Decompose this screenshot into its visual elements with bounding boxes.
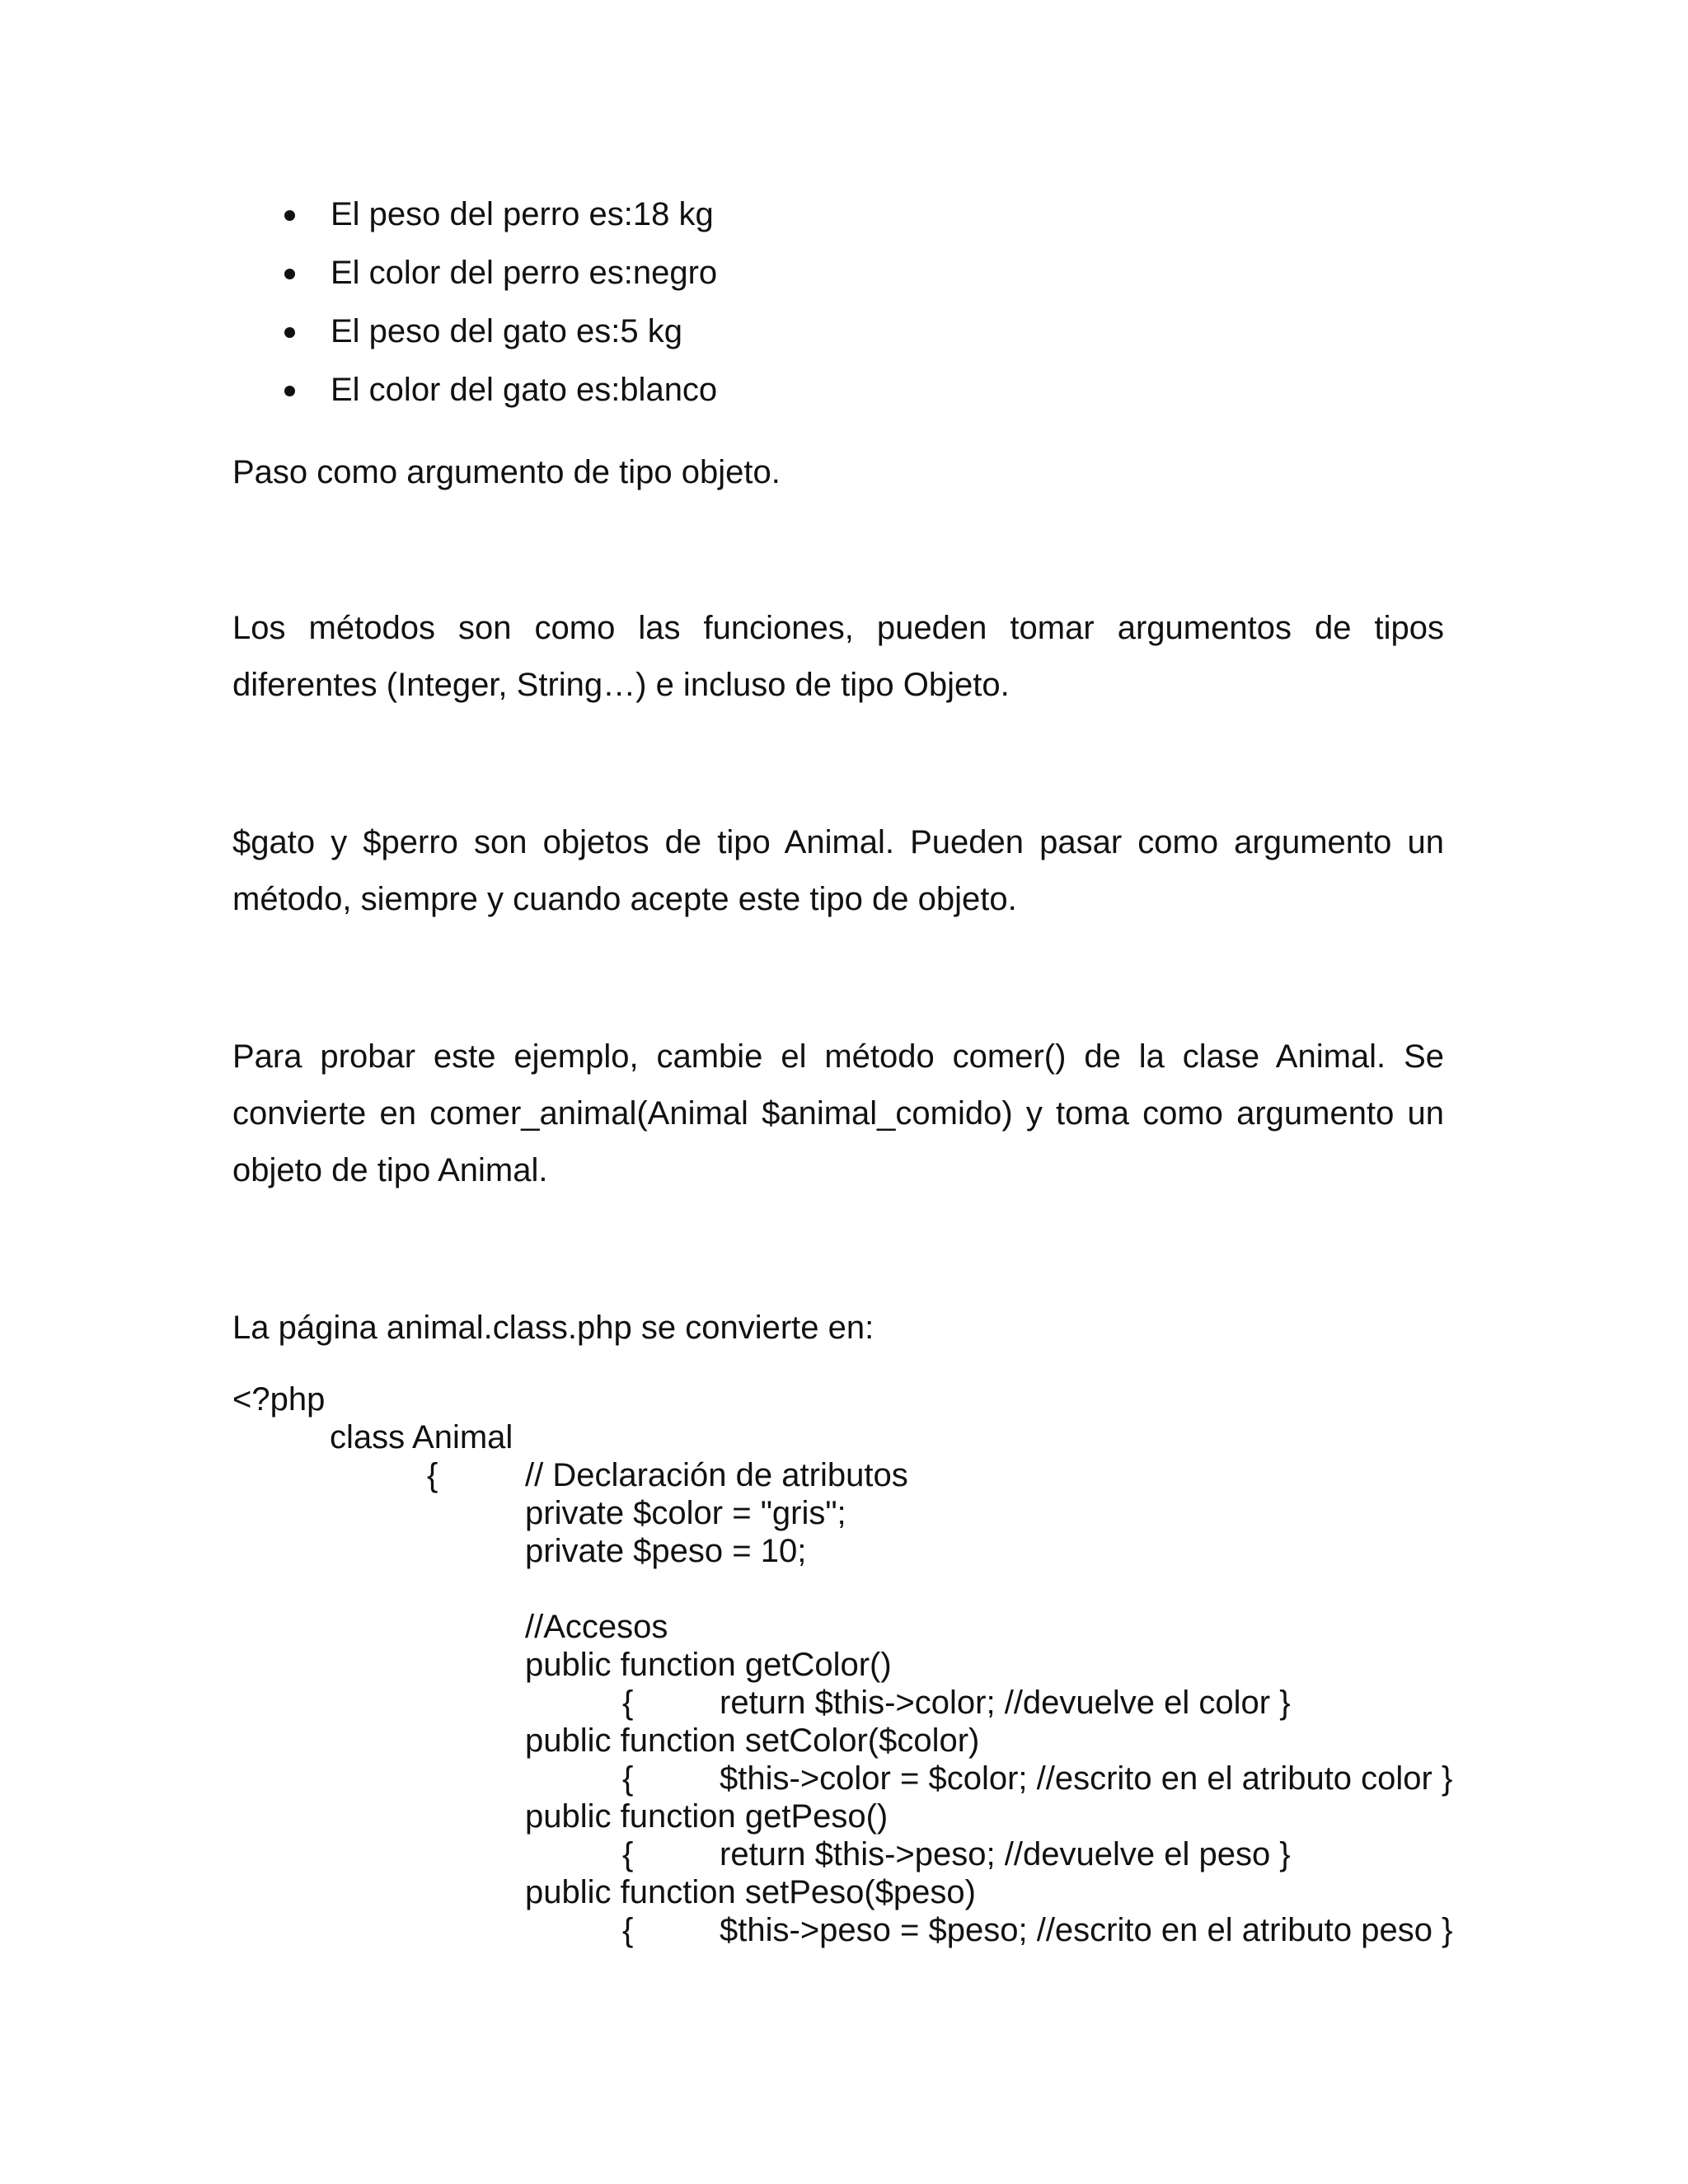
code-line: //Accesos — [525, 1609, 668, 1645]
code-line: public function getColor() — [525, 1647, 892, 1683]
list-item — [235, 244, 717, 302]
paragraph-objects: $gato y $perro son objetos de tipo Animal. Pueden pasar como argumento un método, siempre y cuando acepte este tipo de objeto. — [232, 824, 1444, 917]
bullet-list — [235, 185, 717, 419]
code-line: public function getPeso() — [525, 1798, 889, 1835]
code-line: $this->color = $color; //escrito en el atributo color } — [720, 1760, 1453, 1797]
code-line: { — [622, 1760, 634, 1797]
bullet-icon — [284, 210, 295, 221]
paragraph-heading: Paso como argumento de tipo objeto. — [232, 454, 781, 490]
code-line: // Declaración de atributos — [525, 1457, 908, 1493]
code-line: { — [622, 1836, 634, 1872]
code-line: { — [427, 1457, 438, 1493]
bullet-icon — [284, 386, 295, 396]
code-line: public function setColor($color) — [525, 1722, 980, 1759]
list-item — [235, 302, 717, 361]
paragraph-methods: Los métodos son como las funciones, pueden tomar argumentos de tipos diferentes (Integer, String…) e incluso de tipo Objeto. — [232, 610, 1444, 703]
list-item-text: El color del perro es:negro — [331, 255, 718, 291]
code-line: private $color = "gris"; — [525, 1495, 846, 1531]
paragraph-example: Para probar este ejemplo, cambie el método comer() de la clase Animal. Se convierte en comer_animal(Animal $animal_comido) y toma como argumento un objeto de tipo Animal. — [232, 1038, 1444, 1188]
list-item-text: El color del gato es:blanco — [331, 372, 718, 408]
code-line: <?php — [232, 1381, 326, 1418]
paragraph-page-intro: La página animal.class.php se convierte en: — [232, 1310, 874, 1346]
list-item-text: El peso del perro es:18 kg — [331, 196, 714, 232]
bullet-icon — [284, 269, 295, 279]
bullet-icon — [284, 327, 295, 338]
code-line: return $this->color; //devuelve el color } — [720, 1685, 1291, 1721]
list-item-text: El peso del gato es:5 kg — [331, 313, 682, 349]
code-line: private $peso = 10; — [525, 1533, 807, 1569]
code-line: return $this->peso; //devuelve el peso } — [720, 1836, 1291, 1872]
code-line: class Animal — [330, 1419, 513, 1455]
code-line: { — [622, 1685, 634, 1721]
code-line: public function setPeso($peso) — [525, 1874, 976, 1910]
list-item — [235, 185, 717, 244]
code-line: { — [622, 1912, 634, 1948]
code-line: $this->peso = $peso; //escrito en el atributo peso } — [720, 1912, 1453, 1948]
list-item — [235, 361, 717, 419]
